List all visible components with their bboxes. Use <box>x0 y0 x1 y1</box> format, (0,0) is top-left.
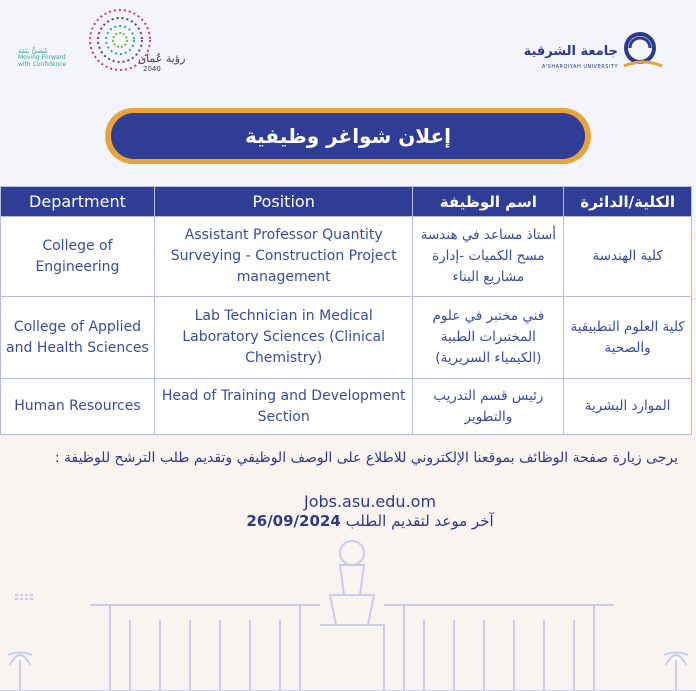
cell-position: Lab Technician in Medical Laboratory Sciences (Clinical Chemistry) <box>154 297 413 379</box>
header-college-ar: الكلية/الدائرة <box>564 187 692 217</box>
deadline <box>0 512 696 530</box>
vision-tagline-ar: مُضيٌّ بثقة <box>18 47 48 55</box>
table-header-row <box>1 187 692 217</box>
announcement-banner <box>105 108 591 164</box>
cell-college-ar: الموارد البشرية <box>564 379 692 435</box>
cell-position-ar: رئيس قسم التدريب والتطوير <box>413 379 564 435</box>
vision-tagline-en-line1: Moving Forward <box>18 54 66 61</box>
cell-position-ar: أستاذ مساعد في هندسة مسح الكميات -إدارة مشاريع البناء <box>413 217 564 297</box>
application-instructions: يرجى زيارة صفحة الوظائف بموقعنا الإلكتروني للاطلاع على الوصف الوظيفي وتقديم طلب الترشح للوظيفة : <box>54 450 678 466</box>
announcement-title: إعلان شواغر وظيفية <box>245 124 451 148</box>
deadline-date: 26/09/2024 <box>246 512 341 530</box>
vision-title: رؤية عُمان <box>138 52 186 65</box>
vision-year: 2040 <box>143 65 161 73</box>
table-row <box>1 379 692 435</box>
jobs-link[interactable]: Jobs.asu.edu.om <box>303 492 437 511</box>
table-row <box>1 217 692 297</box>
university-logo <box>523 32 674 76</box>
cell-position: Assistant Professor Quantity Surveying - Construction Project management <box>154 217 413 297</box>
header-department: Department <box>1 187 155 217</box>
cell-position-ar: فني مختبر في علوم المختبرات الطبية (الكيمياء السريرية) <box>413 297 564 379</box>
announcement-banner-inner <box>111 113 585 159</box>
vacancies-table <box>0 186 692 435</box>
cell-department: College of Engineering <box>1 217 155 297</box>
campus-building-illustration <box>0 535 696 691</box>
vision-tagline-en <box>18 54 66 68</box>
cell-department: College of Applied and Health Sciences <box>1 297 155 379</box>
oman-vision-logo <box>18 2 188 82</box>
cell-college-ar: كلية الهندسة <box>564 217 692 297</box>
header-position-ar: اسم الوظيفة <box>413 187 564 217</box>
university-name-en: A'SHARQIYAH UNIVERSITY <box>541 64 618 70</box>
header-position: Position <box>154 187 413 217</box>
university-emblem-icon <box>622 32 664 72</box>
university-name-ar: جامعة الشرقية <box>523 44 618 59</box>
cell-position: Head of Training and Development Section <box>154 379 413 435</box>
cell-college-ar: كلية العلوم التطبيقية والصحية <box>564 297 692 379</box>
table-row <box>1 297 692 379</box>
vision-tagline-en-line2: with Confidence <box>18 61 67 68</box>
deadline-label: آخر موعد لتقديم الطلب <box>345 512 494 530</box>
cell-department: Human Resources <box>1 379 155 435</box>
